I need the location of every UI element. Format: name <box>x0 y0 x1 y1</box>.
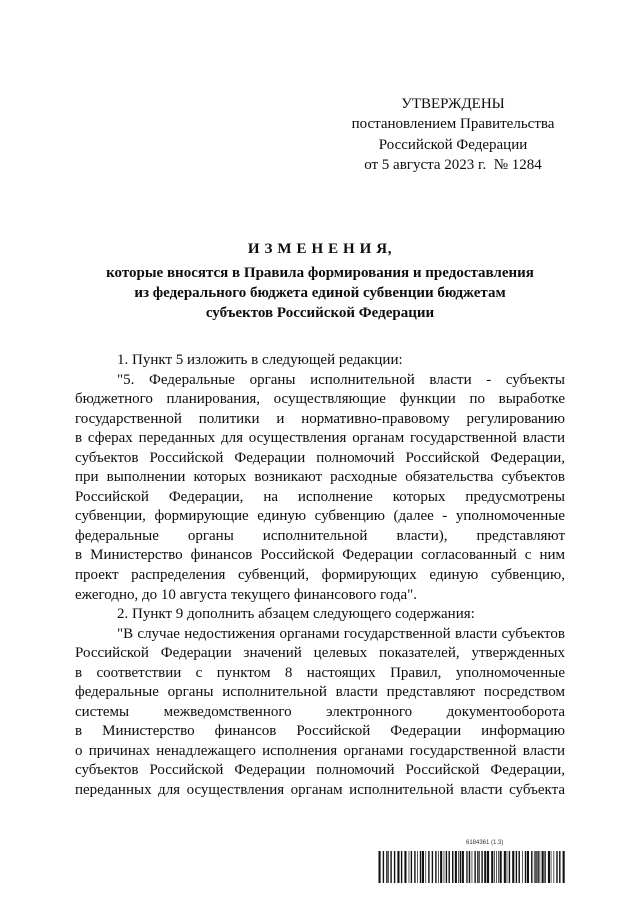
body-line: при выполнении которых возникают расходные обязательства субъектов <box>75 469 565 486</box>
barcode-bar <box>474 851 475 883</box>
barcode-bar <box>379 851 381 883</box>
barcode-bar <box>467 851 468 883</box>
subtitle-line: которые вносятся в Правила формирования и предоставления <box>106 265 534 281</box>
barcode-bar <box>420 851 421 883</box>
body-line: в Министерство финансов Российской Федерации согласованный с ним <box>75 547 565 564</box>
barcode-bar <box>540 851 541 883</box>
barcode-bar <box>507 851 508 883</box>
barcode-bar <box>455 851 457 883</box>
body-line: федеральные органы исполнительной власти представляют посредством <box>75 684 565 701</box>
barcode-bar <box>534 851 535 883</box>
barcode-bar <box>409 851 410 883</box>
barcode-bar <box>383 851 384 883</box>
barcode-bar <box>386 851 387 883</box>
barcode-bar <box>519 851 520 883</box>
subtitle-line: субъектов Российской Федерации <box>205 305 435 321</box>
paragraph-quoted-item-5 <box>75 371 565 606</box>
body-line: федеральные органы исполнительной власти), представляют <box>75 527 565 544</box>
barcode-bar <box>414 851 415 883</box>
paragraph-quoted-addition <box>75 625 565 801</box>
barcode-bar <box>394 851 395 883</box>
barcode-bar <box>559 851 560 883</box>
body-line: государственной политики и нормативно-правовому регулированию <box>75 410 565 427</box>
barcode-bar <box>479 851 480 883</box>
barcode-bar <box>527 851 529 883</box>
barcode-bar <box>388 851 389 883</box>
barcode-bar <box>438 851 439 883</box>
barcode-bar <box>446 851 447 883</box>
barcode-bar <box>435 851 436 883</box>
approval-heading: УТВЕРЖДЕНЫ <box>401 96 505 112</box>
barcode-bar <box>411 851 412 883</box>
barcode-bar <box>481 851 482 883</box>
body-line: 1. Пункт 5 изложить в следующей редакции: <box>117 352 403 368</box>
barcode-bar <box>484 851 486 883</box>
barcode-bar <box>542 851 544 883</box>
approval-block <box>343 94 563 176</box>
barcode-bar <box>401 851 402 883</box>
barcode-bar <box>516 851 517 883</box>
barcode-bar <box>522 851 523 883</box>
barcode-bar <box>496 851 497 883</box>
barcode <box>378 851 566 883</box>
barcode-bar <box>491 851 493 883</box>
barcode-bar <box>477 851 478 883</box>
barcode-bar <box>551 851 552 883</box>
paragraph-item-1 <box>75 351 565 371</box>
barcode-bar <box>472 851 473 883</box>
body-line: в Министерство финансов Российской Федерации информацию <box>75 723 565 740</box>
body-line: системы межведомственного электронного документооборота <box>75 703 565 720</box>
barcode-bar <box>544 851 545 883</box>
barcode-bar <box>469 851 470 883</box>
body-line: о причинах ненадлежащего исполнения органами государственной власти <box>75 742 565 759</box>
barcode-bar <box>404 851 406 883</box>
barcode-bar <box>440 851 442 883</box>
barcode-block <box>378 839 566 885</box>
body-line: "В случае недостижения органами государственной власти субъектов <box>117 625 565 642</box>
body-line: Российской Федерации значений целевых показателей, утвержденных <box>75 645 565 662</box>
body-line: проект распределения субвенций, формирующих единую субвенцию, <box>75 567 565 584</box>
barcode-bar <box>563 851 565 883</box>
barcode-bar <box>422 851 424 883</box>
document-body <box>75 351 565 801</box>
body-line: Российской Федерации, на исполнение которых предусмотрены <box>75 488 565 505</box>
body-line: в соответствии с пунктом 8 настоящих Правил, уполномоченные <box>75 664 565 681</box>
barcode-bar <box>462 851 464 883</box>
barcode-bar <box>531 851 532 883</box>
barcode-bar <box>509 851 510 883</box>
body-line: субъектов Российской Федерации полномочий Российской Федерации, <box>75 449 565 466</box>
body-line: бюджетного планирования, осуществляющие функции по выработке <box>75 391 565 408</box>
body-line: в сферах переданных для осуществления органам государственной власти <box>75 430 565 447</box>
barcode-bar <box>494 851 495 883</box>
barcode-bar <box>556 851 557 883</box>
document-title: И З М Е Н Е Н И Я, <box>247 241 393 257</box>
barcode-bar <box>537 851 538 883</box>
body-line: субъектов Российской Федерации полномочий Российской Федерации, <box>75 762 565 779</box>
barcode-bar <box>525 851 526 883</box>
body-line: ежегодно, до 10 августа текущего финансового года". <box>75 586 417 603</box>
approval-line-date-number: от 5 августа 2023 г. № 1284 <box>364 157 542 174</box>
subtitle-line: из федерального бюджета единой субвенции бюджетам <box>134 285 506 301</box>
barcode-bar <box>452 851 453 883</box>
approval-line-government: Российской Федерации <box>378 136 528 153</box>
barcode-bar <box>487 851 489 883</box>
barcode-bar <box>444 851 445 883</box>
barcode-bar <box>554 851 555 883</box>
barcode-bar <box>417 851 418 883</box>
document-subtitle <box>0 263 640 323</box>
barcode-bar <box>460 851 461 883</box>
barcode-bar <box>458 851 459 883</box>
barcode-bar <box>449 851 450 883</box>
barcode-bar <box>425 851 426 883</box>
body-line: субвенции, формирующие единую субвенцию (далее - уполномоченные <box>75 508 565 525</box>
barcode-bar <box>397 851 399 883</box>
body-line: "5. Федеральные органы исполнительной власти - субъекты <box>117 371 565 388</box>
barcode-bar <box>466 851 467 883</box>
barcode-label: 6184361 (1.3) <box>466 840 504 846</box>
barcode-bar <box>504 851 506 883</box>
barcode-bar <box>428 851 429 883</box>
body-line: переданных для осуществления органам исполнительной власти субъекта <box>75 782 565 799</box>
body-line: 2. Пункт 9 дополнить абзацем следующего содержания: <box>117 606 475 623</box>
barcode-bar <box>498 851 499 883</box>
paragraph-item-2 <box>75 605 565 625</box>
barcode-bar <box>390 851 391 883</box>
barcode-bar <box>548 851 550 883</box>
barcode-bar <box>535 851 536 883</box>
approval-line-decree: постановлением Правительства <box>351 116 555 133</box>
barcode-bar <box>512 851 514 883</box>
barcode-bar <box>500 851 502 883</box>
barcode-bar <box>432 851 433 883</box>
